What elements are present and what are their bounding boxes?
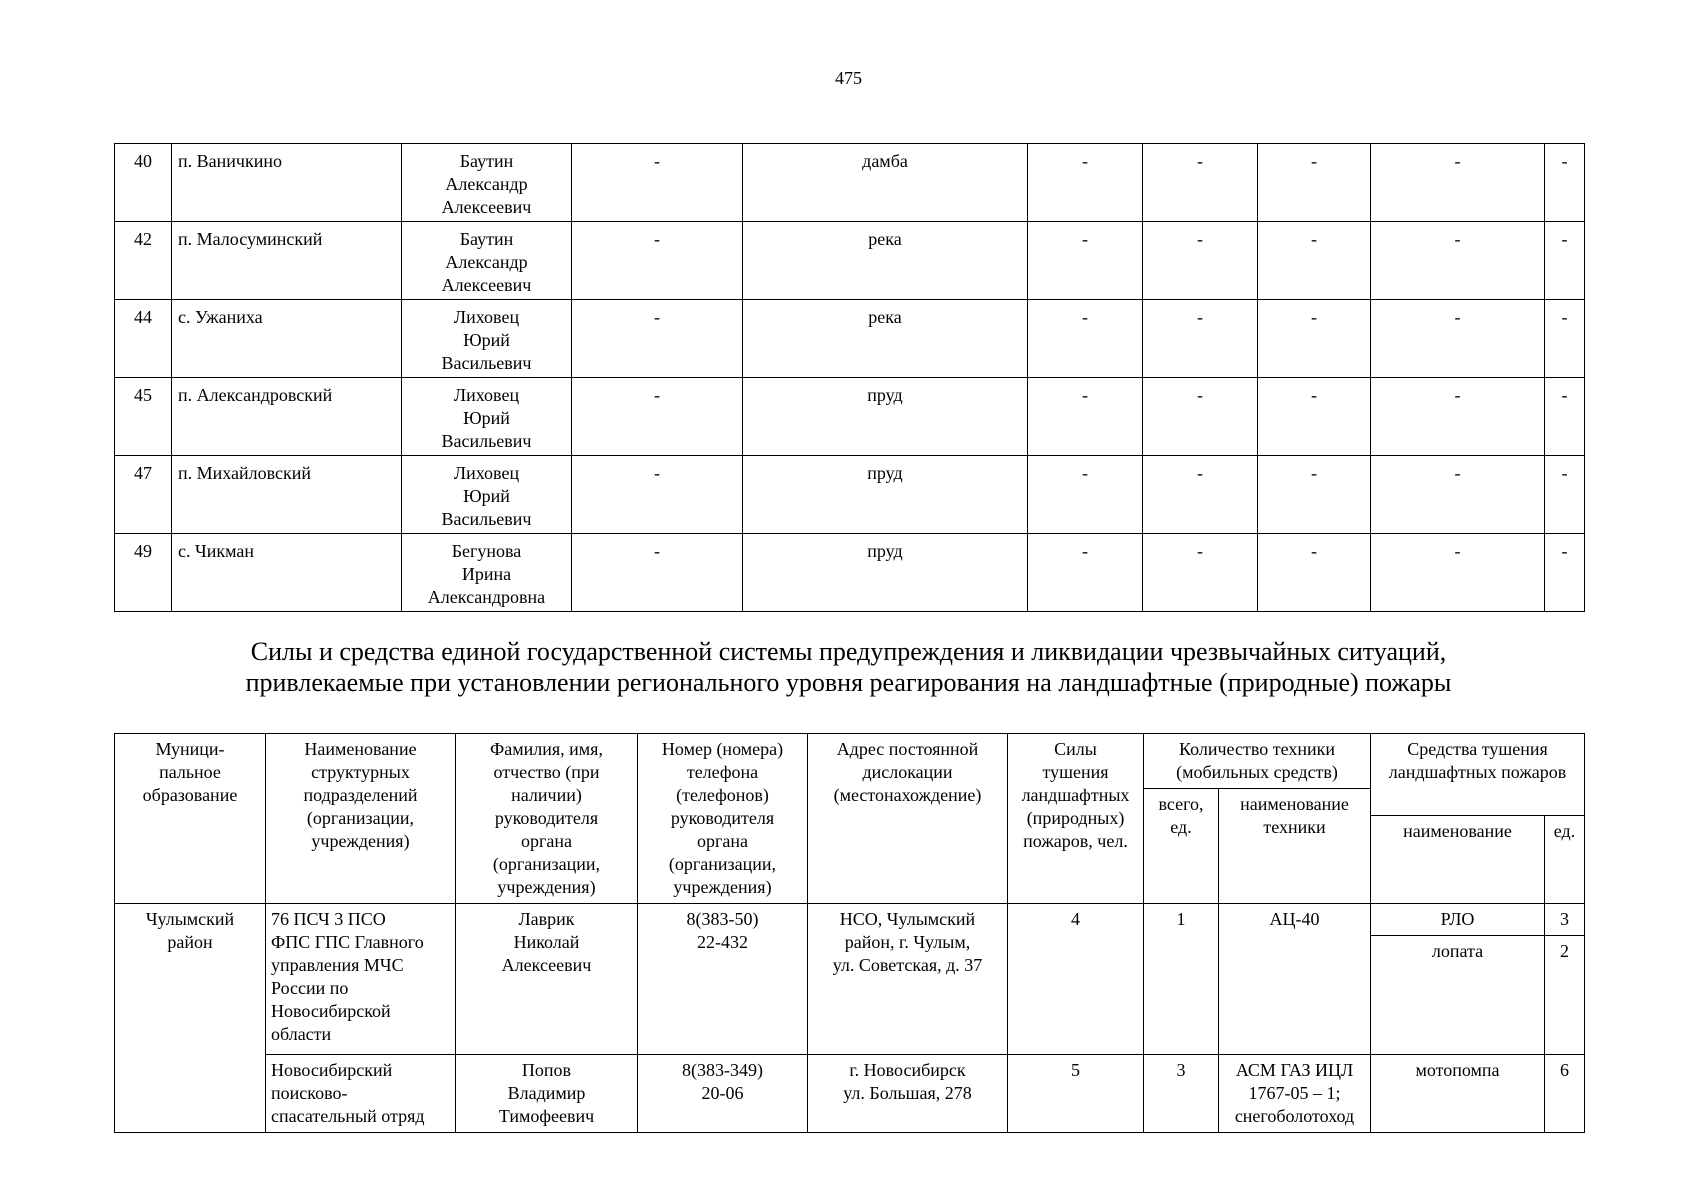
table-row: [115, 534, 1585, 612]
cell-value: -: [1545, 300, 1585, 378]
text-line: Тимофеевич: [498, 1106, 595, 1126]
text-line: Номер (номера): [661, 739, 784, 759]
cell-value: -: [1028, 378, 1143, 456]
text-line: Васильевич: [441, 431, 532, 451]
cell-value: -: [1371, 144, 1545, 222]
settlement-name: п. Александровский: [172, 378, 402, 456]
header-unit: [266, 734, 456, 904]
vehicles-name: [1219, 904, 1371, 1055]
cell-value: -: [1545, 378, 1585, 456]
text-line: Чулымский: [145, 909, 235, 929]
cell-value: -: [1143, 378, 1258, 456]
responsible-person: [402, 456, 572, 534]
cell-value: -: [1371, 300, 1545, 378]
text-line: управления МЧС: [271, 955, 404, 975]
text-line: наличии): [511, 785, 582, 805]
cell-value: -: [1258, 534, 1371, 612]
text-line: учреждения): [311, 831, 410, 851]
header-means: [1371, 734, 1585, 816]
text-line: Николай: [513, 932, 580, 952]
cell-value: -: [1258, 222, 1371, 300]
section-title-line-2: привлекаемые при установлении регионального уровня реагирования на ландшафтные (природные) пожары: [245, 668, 1452, 697]
table-row: [115, 222, 1585, 300]
text-line: Баутин: [459, 229, 514, 249]
text-line: ул. Советская, д. 37: [832, 955, 983, 975]
cell-value: -: [572, 456, 743, 534]
header-address: [808, 734, 1008, 904]
header-vehicles-name: [1219, 789, 1371, 904]
text-line: Лиховец: [453, 463, 520, 483]
forces-and-means-table: [114, 733, 1585, 1133]
cell-value: -: [572, 222, 743, 300]
phone-number: [638, 904, 808, 1055]
table-row: [115, 456, 1585, 534]
cell-value: -: [1143, 456, 1258, 534]
text-line: 22-432: [697, 932, 748, 952]
text-line: Васильевич: [441, 509, 532, 529]
section-title: [0, 636, 1697, 698]
cell-value: -: [1258, 456, 1371, 534]
text-line: ул. Большая, 278: [843, 1083, 972, 1103]
table-row: [115, 904, 1585, 936]
means-quantity: 2: [1545, 936, 1585, 1055]
head-name: [456, 904, 638, 1055]
cell-value: -: [1545, 222, 1585, 300]
means-name: лопата: [1371, 936, 1545, 1055]
row-number: 44: [115, 300, 172, 378]
text-line: ландшафтных: [1021, 785, 1130, 805]
cell-value: -: [572, 144, 743, 222]
text-line: 20-06: [701, 1083, 744, 1103]
text-line: (местонахождение): [833, 785, 982, 805]
text-line: ландшафтных пожаров: [1388, 762, 1567, 782]
address: [808, 904, 1008, 1055]
unit-name: [266, 1055, 456, 1133]
text-line: (организации,: [668, 854, 777, 874]
text-line: подразделений: [303, 785, 418, 805]
head-name: [456, 1055, 638, 1133]
text-line: Алексеевич: [441, 275, 532, 295]
text-line: дислокации: [862, 762, 953, 782]
phone-number: [638, 1055, 808, 1133]
header-means-name: наименование: [1371, 816, 1545, 904]
text-line: 1767-05 – 1;: [1248, 1083, 1341, 1103]
text-line: образование: [142, 785, 238, 805]
row-number: 49: [115, 534, 172, 612]
text-line: Владимир: [507, 1083, 586, 1103]
text-line: Средства тушения: [1407, 739, 1548, 759]
cell-value: -: [1028, 300, 1143, 378]
cell-value: -: [1143, 144, 1258, 222]
header-forces: [1008, 734, 1144, 904]
text-line: органа: [697, 831, 748, 851]
cell-value: -: [1545, 144, 1585, 222]
text-line: (природных): [1026, 808, 1125, 828]
unit-name: [266, 904, 456, 1055]
table-row: [115, 144, 1585, 222]
text-line: техники: [1263, 817, 1326, 837]
cell-value: -: [1143, 534, 1258, 612]
cell-value: -: [1371, 222, 1545, 300]
text-line: руководителя: [670, 808, 775, 828]
header-row-1: [115, 734, 1585, 789]
text-line: (организации,: [306, 808, 415, 828]
text-line: всего,: [1158, 794, 1204, 814]
text-line: Баутин: [459, 151, 514, 171]
text-line: Юрий: [463, 408, 510, 428]
text-line: руководителя: [494, 808, 599, 828]
cell-value: -: [1028, 222, 1143, 300]
cell-value: -: [1028, 534, 1143, 612]
header-means-units: ед.: [1545, 816, 1585, 904]
means-quantity: 3: [1545, 904, 1585, 936]
cell-value: -: [572, 534, 743, 612]
row-number: 45: [115, 378, 172, 456]
text-line: Юрий: [463, 330, 510, 350]
text-line: Александровна: [427, 587, 546, 607]
cell-value: -: [1143, 222, 1258, 300]
text-line: Адрес постоянной: [836, 739, 979, 759]
text-line: Лиховец: [453, 385, 520, 405]
cell-value: -: [1258, 300, 1371, 378]
text-line: Попов: [521, 1060, 572, 1080]
text-line: Алексеевич: [441, 197, 532, 217]
text-line: 76 ПСЧ 3 ПСО: [271, 909, 386, 929]
text-line: России по: [271, 978, 349, 998]
responsible-person: [402, 534, 572, 612]
cell-value: -: [1258, 144, 1371, 222]
text-line: телефона: [686, 762, 759, 782]
cell-value: -: [1028, 456, 1143, 534]
cell-value: -: [1371, 456, 1545, 534]
text-line: области: [271, 1024, 332, 1044]
water-source: пруд: [743, 534, 1028, 612]
text-line: органа: [521, 831, 572, 851]
responsible-person: [402, 144, 572, 222]
cell-value: -: [1545, 456, 1585, 534]
text-line: Силы: [1054, 739, 1097, 759]
text-line: Количество техники: [1179, 739, 1335, 759]
text-line: АЦ-40: [1269, 909, 1320, 929]
settlement-name: с. Чикман: [172, 534, 402, 612]
text-line: 8(383-50): [686, 909, 759, 929]
text-line: снегоболотоход: [1234, 1106, 1355, 1126]
text-line: АСМ ГАЗ ИЦЛ: [1235, 1060, 1354, 1080]
text-line: Ирина: [461, 564, 512, 584]
text-line: отчество (при: [493, 762, 600, 782]
header-head: [456, 734, 638, 904]
means-name: мотопомпа: [1371, 1055, 1545, 1133]
vehicles-name: [1219, 1055, 1371, 1133]
settlement-name: п. Малосуминский: [172, 222, 402, 300]
row-number: 47: [115, 456, 172, 534]
text-line: г. Новосибирск: [849, 1060, 966, 1080]
header-vehicles-total: [1144, 789, 1219, 904]
text-line: Лаврик: [518, 909, 575, 929]
responsible-person: [402, 378, 572, 456]
settlement-name: п. Михайловский: [172, 456, 402, 534]
text-line: НСО, Чулымский: [839, 909, 976, 929]
text-line: ФПС ГПС Главного: [271, 932, 424, 952]
cell-value: -: [1545, 534, 1585, 612]
forces-count: 4: [1008, 904, 1144, 1055]
text-line: Муници-: [155, 739, 225, 759]
water-source: пруд: [743, 378, 1028, 456]
municipality: [115, 904, 266, 1133]
water-source: река: [743, 300, 1028, 378]
water-source: дамба: [743, 144, 1028, 222]
text-line: учреждения): [673, 877, 772, 897]
text-line: ед.: [1170, 817, 1192, 837]
text-line: район: [167, 932, 213, 952]
text-line: учреждения): [497, 877, 596, 897]
vehicles-total: 1: [1144, 904, 1219, 1055]
text-line: район, г. Чулым,: [844, 932, 971, 952]
cell-value: -: [1371, 378, 1545, 456]
section-title-line-1: Силы и средства единой государственной системы предупреждения и ликвидации чрезвычайных ситуаций,: [250, 637, 1447, 666]
water-sources-table: [114, 143, 1585, 612]
responsible-person: [402, 300, 572, 378]
water-source: река: [743, 222, 1028, 300]
water-source: пруд: [743, 456, 1028, 534]
table-row: [115, 1055, 1585, 1133]
text-line: спасательный отряд: [271, 1106, 425, 1126]
text-line: Васильевич: [441, 353, 532, 373]
text-line: (организации,: [492, 854, 601, 874]
text-line: Бегунова: [451, 541, 522, 561]
text-line: Новосибирской: [271, 1001, 391, 1021]
cell-value: -: [1143, 300, 1258, 378]
text-line: структурных: [311, 762, 410, 782]
vehicles-total: 3: [1144, 1055, 1219, 1133]
text-line: Фамилия, имя,: [490, 739, 603, 759]
page-number: 475: [835, 68, 862, 88]
cell-value: -: [572, 300, 743, 378]
means-quantity: 6: [1545, 1055, 1585, 1133]
text-line: пожаров, чел.: [1023, 831, 1128, 851]
header-phone: [638, 734, 808, 904]
row-number: 40: [115, 144, 172, 222]
cell-value: -: [1371, 534, 1545, 612]
text-line: Александр: [445, 174, 528, 194]
text-line: Алексеевич: [501, 955, 592, 975]
text-line: Новосибирский: [271, 1060, 393, 1080]
text-line: тушения: [1042, 762, 1109, 782]
text-line: (мобильных средств): [1176, 762, 1338, 782]
table-row: [115, 300, 1585, 378]
responsible-person: [402, 222, 572, 300]
cell-value: -: [1258, 378, 1371, 456]
settlement-name: с. Ужаниха: [172, 300, 402, 378]
settlement-name: п. Ваничкино: [172, 144, 402, 222]
cell-value: -: [572, 378, 743, 456]
text-line: (телефонов): [676, 785, 769, 805]
text-line: Наименование: [304, 739, 417, 759]
means-name: РЛО: [1371, 904, 1545, 936]
text-line: поисково-: [271, 1083, 348, 1103]
cell-value: -: [1028, 144, 1143, 222]
address: [808, 1055, 1008, 1133]
text-line: Александр: [445, 252, 528, 272]
text-line: наименование: [1240, 794, 1349, 814]
text-line: Лиховец: [453, 307, 520, 327]
text-line: Юрий: [463, 486, 510, 506]
header-vehicles: [1144, 734, 1371, 789]
text-line: 8(383-349): [682, 1060, 763, 1080]
row-number: 42: [115, 222, 172, 300]
header-municipal: [115, 734, 266, 904]
text-line: пальное: [159, 762, 221, 782]
table-row: [115, 378, 1585, 456]
forces-count: 5: [1008, 1055, 1144, 1133]
